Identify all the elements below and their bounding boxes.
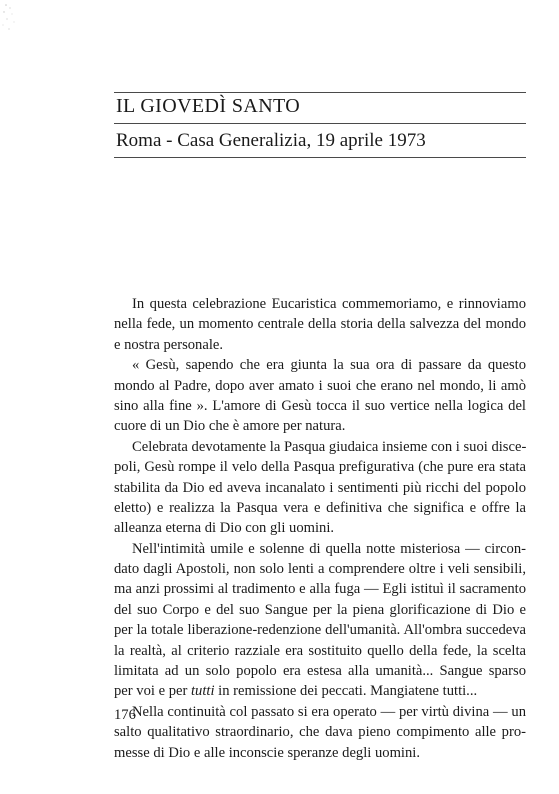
scan-corner-mark [0,0,30,40]
text-line: poli, Gesù rompe il velo della Pasqua prefigurativa (che pure era stata [114,459,526,476]
text-line: In questa celebrazione Eucaristica commemoriamo, e rinnoviamo [132,296,526,312]
text-run: per voi e per [114,683,191,700]
text-line: messe di Dio e alle inconscie speranze degli uomini. [114,744,420,761]
text-line: « Gesù, sapendo che era giunta la sua ora di passare da questo [132,357,526,374]
chapter-subtitle: Roma - Casa Generalizia, 19 aprile 1973 [116,130,426,151]
text-line: Nell'intimità umile e solenne di quella notte misteriosa — circon- [132,540,526,557]
text-line: ma anzi prossimi al tradimento e alla fuga — Egli istituì il sacramento [114,581,526,598]
title-top-rule [114,92,526,93]
text-line: salto qualitativo straordinario, che dava pieno compimento alle pro- [114,724,526,741]
text-line: Nella continuità col passato si era operato — per virtù divina — un [132,703,526,720]
subtitle-bottom-rule [114,157,526,158]
text-line: limitata ad un solo popolo era estesa alla umanità... Sangue sparso [114,663,526,680]
text-line: stabilita da Dio ed aveva incanalato i sentimenti più ricchi del popolo [114,479,526,496]
text-line: nella fede, un momento centrale della storia della salvezza del mondo [114,316,526,333]
title-bottom-rule [114,123,526,124]
text-line: la realtà, al criterio razziale era sostituito quello della fede, la scelta [114,642,526,659]
text-line: sino alla fine ». L'amore di Gesù tocca il suo vertice nella logica del [114,397,526,414]
text-line: alleanza eterna di Dio con gli uomini. [114,520,335,537]
text-line: mondo al Padre, dopo aver amato i suoi che erano nel mondo, li amò [114,377,526,394]
page-number: 176 [114,707,136,723]
text-line: eletto) e realizza la Pasqua vera e definitiva che significa e offre la [114,499,526,516]
text-run: in remissione dei peccati. Mangiatene tutti... [214,683,478,700]
chapter-title: IL GIOVEDÌ SANTO [116,95,301,117]
text-line: cuore di un Dio che è amore per natura. [114,418,346,435]
text-line: Celebrata devotamente la Pasqua giudaica insieme con i suoi disce- [132,438,527,455]
text-line: dato dagli Apostoli, non solo lenti a comprendere oltre i veli sensibili, [114,561,526,578]
emphasis-text: tutti [191,683,215,700]
text-line: e nostra personale. [114,336,224,353]
text-line: del suo Corpo e del suo Sangue per la piena glorificazione di Dio e [114,601,526,618]
body-text [114,294,526,763]
text-line: per la totale liberazione-redenzione dell'umanità. All'ombra succedeva [114,622,526,639]
text-line-mixed [114,681,526,701]
